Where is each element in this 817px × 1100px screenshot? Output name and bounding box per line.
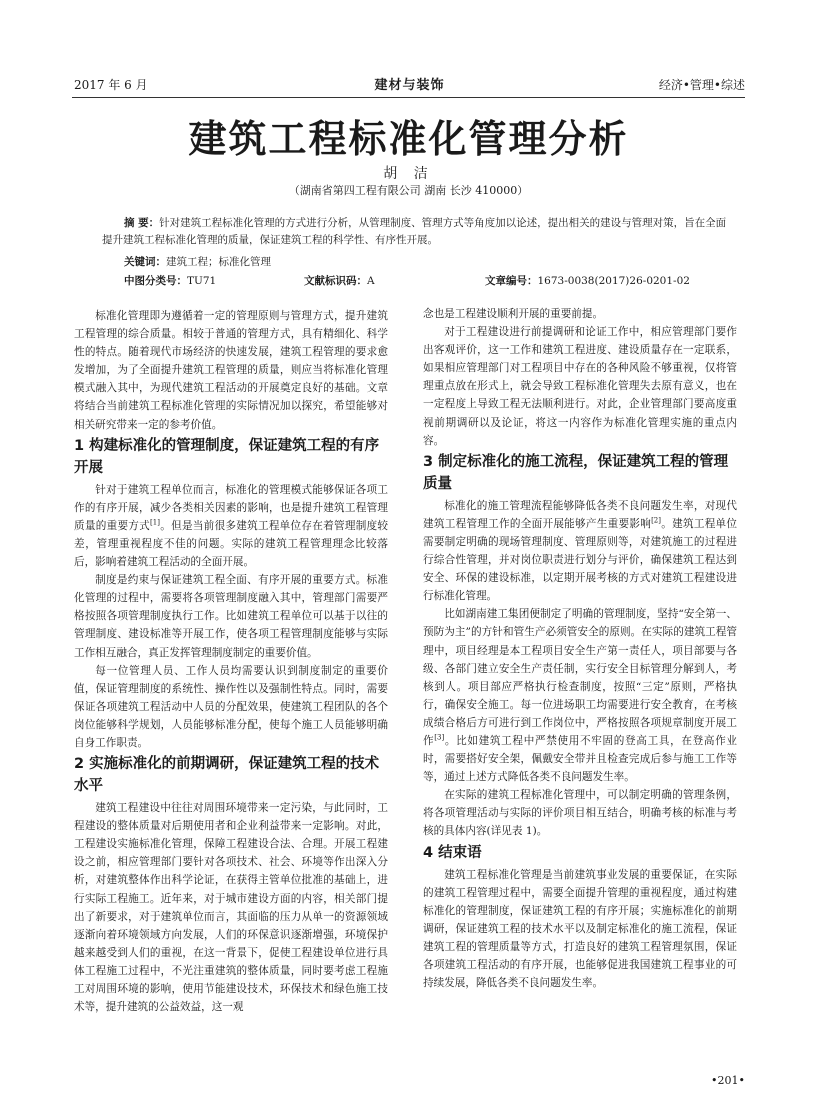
section-4-paragraph-1: 建筑工程标准化管理是当前建筑事业发展的重要保证，在实际的建筑工程管理过程中，需要全面提升管理的重视程度，通过构建标准化的管理制度，保证建筑工程的有序开展；实施标准化的前期调研，保证建筑工程的技术水平以及制定标准化的施工流程，保证建筑工程的管理质量等方式，打造良好的建筑工程管理氛围，保证各项建筑工程活动的有序开展，也能够促进我国建筑工程事业的可持续发展，降低各类不良问题发生率。 [423,868,737,990]
author-name: 胡 洁 [383,166,434,182]
citation-1: [1] [150,518,160,527]
intro-paragraph: 标准化管理即为遵循着一定的管理原则与管理方式，提升建筑工程管理的综合质量。相较于普通的管理方式，具有精细化、科学性的特点。随着现代市场经济的快速发展，建筑工程管理的要求愈发增加，为了全面提升建筑工程管理的质量，则应当将标准化管理模式融入其中，为现代建筑工程活动的开展奠定良好的基础。文章将结合当前建筑工程标准化管理的实际情况加以探究，希望能够对相关研究带来一定的参考价值。 [74,310,388,431]
section-1-heading: 1 构建标准化的管理制度，保证建筑工程的有序开展 [74,437,380,476]
abstract-text: 针对建筑工程标准化管理的方式进行分析，从管理制度、管理方式等角度加以论述，提出相关的建设与管理对策，旨在全面提升建筑工程标准化管理的质量，保证建筑工程的科学性、有序性开展。 [102,217,727,246]
author-affiliation: （湖南省第四工程有限公司 湖南 长沙 410000） [288,184,529,197]
right-column [423,305,737,992]
section-4-heading: 4 结束语 [423,844,482,861]
section-name: 经济•管理•综述 [658,78,745,92]
section-2-continuation: 念也是工程建设顺利开展的重要前提。 [423,308,604,320]
section-3-heading: 3 制定标准化的施工流程，保证建筑工程的管理质量 [423,453,729,492]
issue-date: 2017 年 6 月 [74,78,148,92]
article-no-label: 文章编号： [485,275,538,287]
section-3-paragraph-3: 在实际的建筑工程标准化管理中，可以制定明确的管理条例，将各项管理活动与实际的评价项目相互结合，明确考核的标准与考核的具体内容(详见表 1)。 [423,789,737,838]
section-1-paragraph-1: 针对于建筑工程单位而言，标准化的管理模式能够保证各项工作的有序开展，减少各类相关因素的影响，也是提升建筑工程管理质量的重要方式[1]。但是当前很多建筑工程单位存在着管理制度较差，管理重视程度不佳的问题。实际的建筑工程管理理念比较落后，影响着建筑工程活动的全面开展。 [74,483,389,569]
citation-2: [2] [651,516,661,525]
doc-code-label: 文献标识码： [304,275,367,287]
abstract-label: 摘 要： [124,217,160,229]
left-column [74,307,388,1016]
section-2-paragraph-1: 建筑工程建设中往往对周围环境带来一定污染，与此同时，工程建设的整体质量对后期使用者和企业利益带来一定影响。对此，工程建设实施标准化管理，保障工程建设合法、合理。开展工程建设之前，相应管理部门要针对各项技术、社会、环境等作出深入分析，对建筑整体作出科学论证，在获得主管单位批准的基础上，进行实际工程施工。近年来，对于城市建设方面的内容，相关部门提出了新要求，对于建筑单位而言，其面临的压力从单一的资源领域逐渐向着环境领域方向发展，人们的环保意识逐渐增强，环境保护越来越受到人们的重视，在这一背景下，促使工程建设单位进行具体工程施工过程中，不光注重建筑的整体质量，同时要考虑工程施工对周围环境的影响，使用节能建设技术，环保技术和绿色施工技术等，提升建筑的公益效益，这一观 [74,802,388,1014]
section-2-heading: 2 实施标准化的前期调研，保证建筑工程的技术水平 [74,756,380,795]
section-2-paragraph-2: 对于工程建设进行前提调研和论证工作中，相应管理部门要作出客观评价，这一工作和建筑工程进度、建设质量存在一定联系，如果相应管理部门对工程项目中存在的各种风险不够重视，仅将管理重点放在形式上，就会导致工程标准化管理失去原有意义，也在一定程度上导致工程无法顺利进行。对此，企业管理部门要高度重视前期调研以及论证，将这一内容作为标准化管理实施的重点内容。 [423,326,737,447]
section-1-paragraph-3: 每一位管理人员、工作人员均需要认识到制度制定的重要价值，保证管理制度的系统性、操作性以及强制性特点。同时，需要保证各项建筑工程活动中人员的分配效果，使建筑工程团队的各个岗位能够科学规划，人员能够标准分配，使每个施工人员能够明确自身工作职责。 [74,664,388,749]
clc-value: TU71 [187,275,217,287]
keywords-text: 建筑工程；标准化管理 [166,256,271,268]
header-rule [72,97,745,98]
keywords [124,254,271,269]
section-3-paragraph-2: 比如湖南建工集团便制定了明确的管理制度，坚持“安全第一、预防为主”的方针和管生产必须管安全的原则。在实际的建筑工程管理中，项目经理是本工程项目安全生产第一责任人，项目部要与各级、各部门建立安全生产责任制，实行安全目标管理分解到人，考核到人。项目部应严格执行检查制度，按照“三定”原则，严格执行，确保安全施工。每一位进场职工均需要进行安全教育，在考核成绩合格后方可进行到工作岗位中，严格按照各项规章制度开展工作[3]。比如建筑工程中严禁使用不牢固的登高工具，在登高作业时，需要搭好安全架，佩戴安全带并且检查完成后参与施工工作等等，通过上述方式降低各类不良问题发生率。 [423,608,738,784]
running-header [74,76,745,94]
page-number: •201• [711,1074,745,1087]
clc-label: 中图分类号： [124,275,187,287]
doc-code-value: A [367,275,375,287]
article-title: 建筑工程标准化管理分析 [188,117,629,161]
article-no-value: 1673-0038(2017)26-0201-02 [537,275,690,287]
abstract [102,215,733,249]
citation-3: [3] [434,733,445,742]
keywords-label: 关键词： [124,256,166,268]
section-1-paragraph-2: 制度是约束与保证建筑工程全面、有序开展的重要方式。标准化管理的过程中，需要将各项管理制度融入其中，管理部门需要严格按照各项管理制度执行工作。比如建筑工程单位可以基于以往的管理制度、建设标准等开展工作，使各项工程管理制度能够与实际工作相互融合，真正发挥管理制度制定的重要价值。 [74,574,388,659]
section-3-paragraph-1: 标准化的施工管理流程能够降低各类不良问题发生率，对现代建筑工程管理工作的全面开展能够产生重要影响[2]。建筑工程单位需要制定明确的现场管理制度、管理原则等，对建筑施工的过程进行综合性管理，并对岗位职责进行划分与评价，确保建筑工程达到安全、环保的建设标准，以定期开展考核的方式对建筑工程建设进行标准化管理。 [423,499,738,603]
journal-name: 建材与装饰 [374,78,445,93]
